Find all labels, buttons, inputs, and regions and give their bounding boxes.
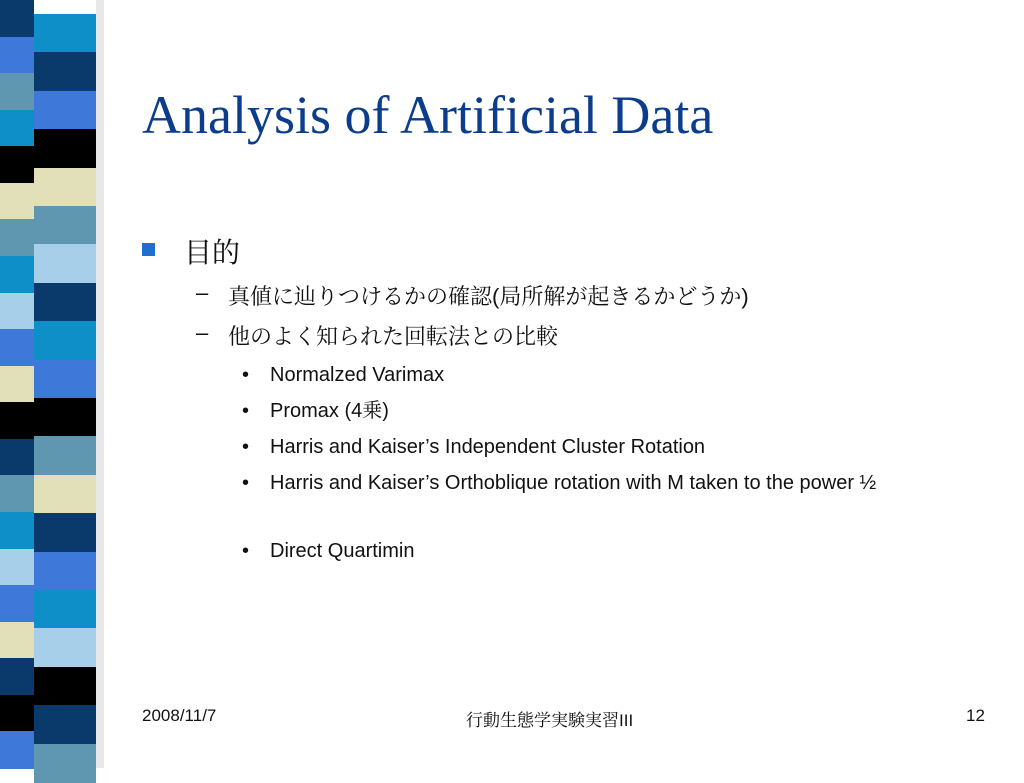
dot-bullet-icon: •	[242, 472, 250, 494]
bullet-text: Harris and Kaiser’s Orthoblique rotation with M taken to the power ½	[270, 472, 877, 494]
stripe-block	[0, 695, 34, 733]
footer-date: 2008/11/7	[142, 706, 217, 725]
stripe-block	[0, 549, 34, 587]
slide-number: 12	[966, 706, 985, 725]
stripe-block	[0, 256, 34, 294]
stripe-block	[34, 14, 96, 53]
stripe-block	[34, 360, 96, 399]
dash-bullet-icon: –	[196, 280, 209, 305]
stripe-block	[34, 321, 96, 360]
bullet-text: 目的	[184, 237, 241, 268]
stripe-block	[0, 512, 34, 550]
stripe-column-left	[0, 0, 34, 768]
stripe-block	[0, 439, 34, 477]
slide-title: Analysis of Artificial Data	[142, 85, 714, 145]
dash-bullet-icon: –	[196, 320, 209, 345]
square-bullet-icon	[142, 243, 155, 256]
stripe-block	[0, 475, 34, 513]
stripe-block	[34, 52, 96, 91]
stripe-block	[0, 366, 34, 404]
stripe-block	[0, 73, 34, 111]
stripe-block	[34, 705, 96, 744]
dot-bullet-icon: •	[242, 436, 250, 458]
stripe-shadow	[96, 0, 104, 768]
stripe-block	[0, 219, 34, 257]
stripe-block	[34, 744, 96, 783]
stripe-column-right	[34, 0, 96, 768]
stripe-block	[34, 91, 96, 130]
stripe-block	[0, 622, 34, 660]
stripe-block	[34, 475, 96, 514]
stripe-block	[34, 667, 96, 706]
stripe-block	[0, 585, 34, 623]
bullet-text: 真値に辿りつけるかの確認(局所解が起きるかどうか)	[228, 284, 749, 309]
dot-bullet-icon: •	[242, 540, 250, 562]
stripe-block	[34, 129, 96, 168]
bullet-text: Promax (4乗)	[270, 400, 389, 422]
footer-title: 行動生態学実験実習III	[466, 711, 634, 730]
stripe-block	[0, 402, 34, 440]
stripe-block	[34, 513, 96, 552]
dot-bullet-icon: •	[242, 364, 250, 386]
bullet-text: Harris and Kaiser’s Independent Cluster Rotation	[270, 436, 706, 458]
stripe-block	[0, 658, 34, 696]
stripe-block	[34, 436, 96, 475]
stripe-block	[34, 552, 96, 591]
stripe-block	[0, 146, 34, 184]
stripe-block	[0, 0, 34, 38]
stripe-block	[0, 293, 34, 331]
stripe-block	[34, 628, 96, 667]
stripe-block	[34, 168, 96, 207]
bullet-text: Normalzed Varimax	[270, 364, 445, 386]
stripe-block	[0, 731, 34, 769]
stripe-block	[0, 110, 34, 148]
bullet-text: 他のよく知られた回転法との比較	[228, 324, 559, 349]
stripe-block	[0, 329, 34, 367]
stripe-block	[34, 244, 96, 283]
stripe-block	[0, 183, 34, 221]
stripe-block	[34, 590, 96, 629]
dot-bullet-icon: •	[242, 400, 250, 422]
bullet-text: Direct Quartimin	[270, 540, 415, 562]
stripe-block	[34, 283, 96, 322]
stripe-block	[34, 206, 96, 245]
decorative-stripe-bar	[0, 0, 120, 768]
stripe-block	[34, 398, 96, 437]
stripe-block	[0, 37, 34, 75]
